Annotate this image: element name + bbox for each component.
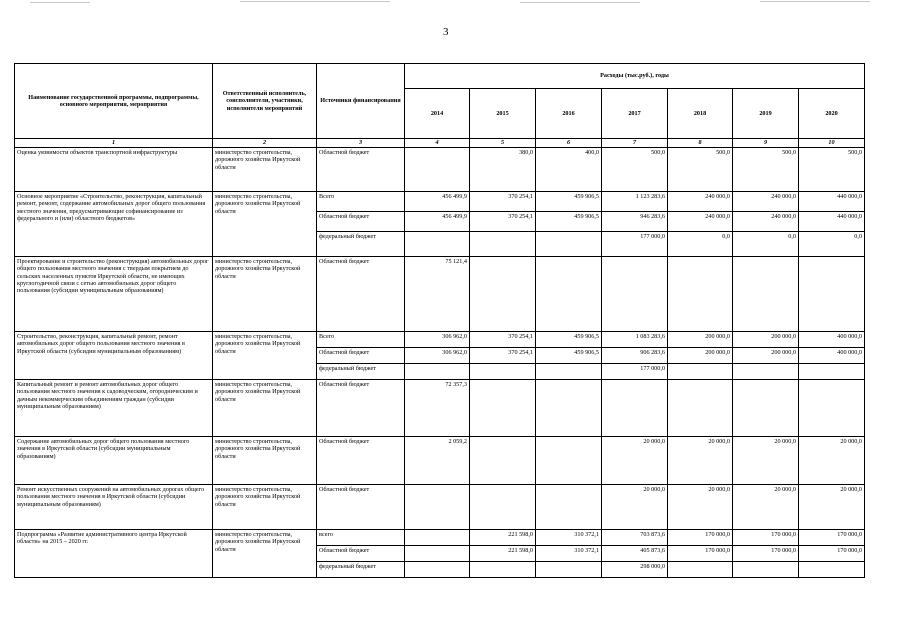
header-year: 2014 [405, 89, 470, 139]
value-cell-2015: 221 598,0 [470, 530, 536, 546]
table-row [15, 485, 865, 530]
value-cell-2019 [733, 562, 799, 578]
value-cell-2019: 500,0 [733, 148, 799, 192]
column-number: 2 [213, 139, 317, 148]
value-cell-2020 [799, 257, 865, 332]
value-cell-2018: 500,0 [668, 148, 733, 192]
program-name-cell: Подпрограмма «Развитие административного центра Иркутской области» на 2015 – 2020 гг. [15, 530, 213, 578]
value-cell-2018: 170 000,0 [668, 530, 733, 546]
funding-source-cell: федеральный бюджет [317, 364, 405, 380]
value-cell-2019: 240 000,0 [733, 212, 799, 232]
value-cell-2016 [536, 257, 602, 332]
value-cell-2014: 2 059,2 [405, 437, 470, 485]
value-cell-2017: 298 000,0 [602, 562, 668, 578]
table-row [15, 192, 865, 212]
value-cell-2018: 20 000,0 [668, 485, 733, 530]
table-row [15, 148, 865, 192]
funding-source-cell: Областной бюджет [317, 348, 405, 364]
value-cell-2017: 1 083 283,6 [602, 332, 668, 348]
value-cell-2016 [536, 380, 602, 437]
table-body [15, 148, 865, 578]
page-number: 3 [443, 26, 449, 38]
column-number: 6 [536, 139, 602, 148]
column-number: 4 [405, 139, 470, 148]
executor-cell: министерство строительства, дорожного хозяйства Иркутской области [213, 148, 317, 192]
value-cell-2018: 200 000,0 [668, 348, 733, 364]
value-cell-2016 [536, 232, 602, 257]
executor-cell: министерство строительства, дорожного хозяйства Иркутской области [213, 332, 317, 380]
value-cell-2014: 72 357,3 [405, 380, 470, 437]
value-cell-2015: 221 598,0 [470, 546, 536, 562]
value-cell-2020: 400 000,0 [799, 332, 865, 348]
value-cell-2015 [470, 380, 536, 437]
scan-artifact-line [30, 2, 90, 3]
value-cell-2014 [405, 530, 470, 546]
program-name-cell: Содержание автомобильных дорог общего пользования местного значения в Иркутской области (субсидии муниципальным образованиям) [15, 437, 213, 485]
header-program-name: Наименование государственной программы, подпрограммы, основного мероприятия, мероприятия [15, 64, 213, 139]
value-cell-2020: 20 000,0 [799, 485, 865, 530]
value-cell-2019: 0,0 [733, 232, 799, 257]
header-year: 2020 [799, 89, 865, 139]
value-cell-2020 [799, 364, 865, 380]
funding-source-cell: Областной бюджет [317, 437, 405, 485]
value-cell-2020 [799, 562, 865, 578]
scan-artifact-line [520, 2, 640, 3]
value-cell-2014 [405, 148, 470, 192]
value-cell-2017: 177 000,0 [602, 232, 668, 257]
value-cell-2016: 310 372,1 [536, 546, 602, 562]
program-name-cell: Проектирование и строительство (реконструкция) автомобильных дорог общего пользования местного значения с твердым покрытием до сельских населенных пунктов Иркутской области, не имеющих круглогодичной связи с сетью автомобильных дорог общего пользования (субсидии муниципальным образованиям) [15, 257, 213, 332]
program-name-cell: Строительство, реконструкция, капитальный ремонт, ремонт автомобильных дорог общего пользования местного значения в Иркутской области (субсидии муниципальным образованиям) [15, 332, 213, 380]
column-number: 8 [668, 139, 733, 148]
value-cell-2016: 310 372,1 [536, 530, 602, 546]
value-cell-2015: 380,0 [470, 148, 536, 192]
value-cell-2020: 170 000,0 [799, 530, 865, 546]
column-number: 5 [470, 139, 536, 148]
value-cell-2020: 440 000,0 [799, 212, 865, 232]
executor-cell: министерство строительства, дорожного хозяйства Иркутской области [213, 437, 317, 485]
value-cell-2015: 370 254,1 [470, 192, 536, 212]
funding-source-cell: Всего [317, 192, 405, 212]
value-cell-2020: 20 000,0 [799, 437, 865, 485]
value-cell-2014 [405, 232, 470, 257]
value-cell-2019 [733, 364, 799, 380]
funding-source-cell: федеральный бюджет [317, 232, 405, 257]
value-cell-2019: 200 000,0 [733, 348, 799, 364]
funding-source-cell: Областной бюджет [317, 257, 405, 332]
program-name-cell: Ремонт искусственных сооружений на автомобильных дорогах общего пользования местного значения в Иркутской области (субсидии муниципальным образованиям) [15, 485, 213, 530]
value-cell-2017 [602, 257, 668, 332]
value-cell-2019: 170 000,0 [733, 546, 799, 562]
value-cell-2020: 400 000,0 [799, 348, 865, 364]
column-number: 7 [602, 139, 668, 148]
funding-source-cell: Областной бюджет [317, 212, 405, 232]
value-cell-2014 [405, 546, 470, 562]
value-cell-2016: 459 906,5 [536, 192, 602, 212]
program-name-cell: Капитальный ремонт и ремонт автомобильных дорог общего пользования местного значения к садоводческим, огородническим и дачным некоммерческим объединениям граждан (субсидии муниципальным образованиям) [15, 380, 213, 437]
executor-cell: министерство строительства, дорожного хозяйства Иркутской области [213, 485, 317, 530]
value-cell-2016 [536, 562, 602, 578]
funding-source-cell: Всего [317, 332, 405, 348]
value-cell-2014 [405, 562, 470, 578]
value-cell-2016 [536, 437, 602, 485]
program-name-cell: Основное мероприятие «Строительство, реконструкция, капитальный ремонт, ремонт, содержание автомобильных дорог общего пользования местного значения, предусматривающие софинансирование из федерального и (или) областного бюджетов» [15, 192, 213, 257]
value-cell-2017: 500,0 [602, 148, 668, 192]
value-cell-2016: 400,0 [536, 148, 602, 192]
executor-cell: министерство строительства, дорожного хозяйства Иркутской области [213, 257, 317, 332]
value-cell-2020: 0,0 [799, 232, 865, 257]
value-cell-2015 [470, 485, 536, 530]
value-cell-2020: 170 000,0 [799, 546, 865, 562]
value-cell-2019: 240 000,0 [733, 192, 799, 212]
value-cell-2014: 306 962,0 [405, 332, 470, 348]
value-cell-2017: 946 283,6 [602, 212, 668, 232]
value-cell-2018: 170 000,0 [668, 546, 733, 562]
value-cell-2016 [536, 364, 602, 380]
header-year: 2016 [536, 89, 602, 139]
executor-cell: министерство строительства, дорожного хозяйства Иркутской области [213, 530, 317, 578]
executor-cell: министерство строительства, дорожного хозяйства Иркутской области [213, 192, 317, 257]
value-cell-2018: 20 000,0 [668, 437, 733, 485]
value-cell-2014: 306 962,0 [405, 348, 470, 364]
scan-artifact-line [760, 1, 870, 2]
value-cell-2017: 1 123 283,6 [602, 192, 668, 212]
value-cell-2019: 170 000,0 [733, 530, 799, 546]
column-number: 9 [733, 139, 799, 148]
value-cell-2019: 20 000,0 [733, 485, 799, 530]
value-cell-2014: 456 499,9 [405, 192, 470, 212]
executor-cell: министерство строительства, дорожного хозяйства Иркутской области [213, 380, 317, 437]
funding-source-cell: Областной бюджет [317, 380, 405, 437]
header-year: 2018 [668, 89, 733, 139]
value-cell-2018 [668, 257, 733, 332]
header-year: 2017 [602, 89, 668, 139]
value-cell-2020: 500,0 [799, 148, 865, 192]
table-row [15, 257, 865, 332]
value-cell-2017: 703 873,6 [602, 530, 668, 546]
value-cell-2014: 75 121,4 [405, 257, 470, 332]
value-cell-2017: 20 000,0 [602, 485, 668, 530]
header-sources: Источники финансирования [317, 64, 405, 139]
value-cell-2015 [470, 232, 536, 257]
scan-artifact-line [240, 1, 390, 2]
value-cell-2018: 240 000,0 [668, 192, 733, 212]
value-cell-2019: 200 000,0 [733, 332, 799, 348]
value-cell-2017 [602, 380, 668, 437]
value-cell-2019: 20 000,0 [733, 437, 799, 485]
value-cell-2018: 0,0 [668, 232, 733, 257]
value-cell-2017: 177 000,0 [602, 364, 668, 380]
funding-source-cell: всего [317, 530, 405, 546]
column-number: 3 [317, 139, 405, 148]
value-cell-2017: 20 000,0 [602, 437, 668, 485]
value-cell-2020 [799, 380, 865, 437]
value-cell-2015: 370 254,1 [470, 332, 536, 348]
column-number: 1 [15, 139, 213, 148]
table-row [15, 332, 865, 348]
program-name-cell: Оценка уязвимости объектов транспортной инфраструктуры [15, 148, 213, 192]
header-executors: Ответственный исполнитель, соисполнители, участники, исполнители мероприятий [213, 64, 317, 139]
value-cell-2015 [470, 364, 536, 380]
value-cell-2017: 906 283,6 [602, 348, 668, 364]
table-row [15, 380, 865, 437]
value-cell-2020: 440 000,0 [799, 192, 865, 212]
value-cell-2016: 459 906,5 [536, 348, 602, 364]
expenses-table [14, 63, 865, 578]
value-cell-2015 [470, 257, 536, 332]
value-cell-2019 [733, 380, 799, 437]
value-cell-2017: 405 873,6 [602, 546, 668, 562]
value-cell-2018 [668, 562, 733, 578]
table-row [15, 530, 865, 546]
value-cell-2016 [536, 485, 602, 530]
funding-source-cell: Областной бюджет [317, 546, 405, 562]
funding-source-cell: федеральный бюджет [317, 562, 405, 578]
table-row [15, 437, 865, 485]
funding-source-cell: Областной бюджет [317, 485, 405, 530]
value-cell-2018: 240 000,0 [668, 212, 733, 232]
value-cell-2014: 456 499,9 [405, 212, 470, 232]
column-number: 10 [799, 139, 865, 148]
value-cell-2015 [470, 562, 536, 578]
funding-source-cell: Областной бюджет [317, 148, 405, 192]
value-cell-2015 [470, 437, 536, 485]
header-year: 2015 [470, 89, 536, 139]
value-cell-2018 [668, 380, 733, 437]
header-year: 2019 [733, 89, 799, 139]
value-cell-2016: 459 906,5 [536, 332, 602, 348]
value-cell-2015: 370 254,1 [470, 348, 536, 364]
value-cell-2016: 459 906,5 [536, 212, 602, 232]
value-cell-2019 [733, 257, 799, 332]
value-cell-2015: 370 254,1 [470, 212, 536, 232]
value-cell-2014 [405, 485, 470, 530]
value-cell-2018: 200 000,0 [668, 332, 733, 348]
header-expenses: Расходы (тыс.руб.), годы [405, 64, 865, 89]
value-cell-2014 [405, 364, 470, 380]
value-cell-2018 [668, 364, 733, 380]
